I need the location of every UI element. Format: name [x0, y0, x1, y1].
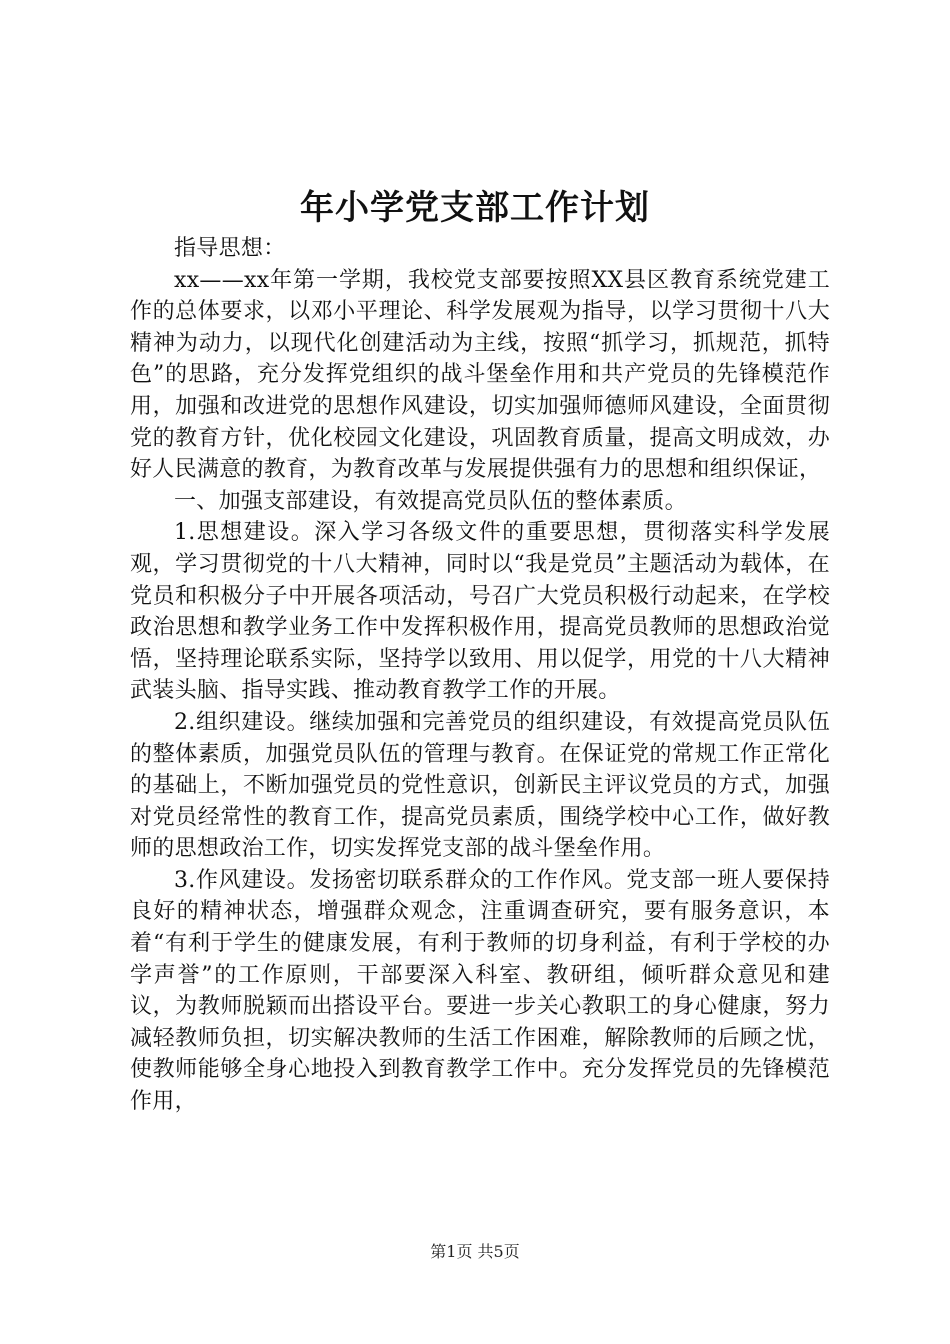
paragraph-ideological-building: 1.思想建设。深入学习各级文件的重要思想，贯彻落实科学发展观，学习贯彻党的十八大精神，同时以“我是党员”主题活动为载体，在党员和积极分子中开展各项活动，号召广大党员积极行动起来，在学校政治思想和教学业务工作中发挥积极作用，提高党员教师的思想政治觉悟，坚持理论联系实际，坚持学以致用、用以促学，用党的十八大精神武装头脑、指导实践、推动教育教学工作的开展。	[130, 520, 830, 704]
paragraph-guiding-thought: xx——xx年第一学期，我校党支部要按照XX县区教育系统党建工作的总体要求，以邓小平理论、科学发展观为指导，以学习贯彻十八大精神为动力，以现代化创建活动为主线，按照“抓学习，抓规范，抓特色”的思路，充分发挥党组织的战斗堡垒作用和共产党员的先锋模范作用，加强和改进党的思想作风建设，切实加强师德师风建设，全面贯彻党的教育方针，优化校园文化建设，巩固教育质量，提高文明成效，办好人民满意的教育，为教育改革与发展提供强有力的思想和组织保证，	[130, 267, 830, 483]
document-body	[130, 233, 830, 1118]
paragraph-section-one-heading: 一、加强支部建设，有效提高党员队伍的整体素质。	[174, 488, 687, 514]
page-number-footer: 第1页 共5页	[430, 1242, 520, 1261]
document-title: 年小学党支部工作计划	[300, 188, 650, 228]
paragraph-work-style-building: 3.作风建设。发扬密切联系群众的工作作风。党支部一班人要保持良好的精神状态，增强群众观念，注重调查研究，要有服务意识，本着“有利于学生的健康发展，有利于教师的切身利益，有利于学校的办学声誉”的工作原则，干部要深入科室、教研组，倾听群众意见和建议，为教师脱颖而出搭设平台。要进一步关心教职工的身心健康，努力减轻教师负担，切实解决教师的生活工作困难，解除教师的后顾之忧，使教师能够全身心地投入到教育教学工作中。充分发挥党员的先锋模范作用，	[130, 867, 830, 1115]
paragraph-guiding-thought-heading: 指导思想：	[174, 236, 286, 261]
paragraph-organizational-building: 2.组织建设。继续加强和完善党员的组织建设，有效提高党员队伍的整体素质，加强党员队伍的管理与教育。在保证党的常规工作正常化的基础上，不断加强党员的党性意识，创新民主评议党员的方式，加强对党员经常性的教育工作，提高党员素质，围绕学校中心工作，做好教师的思想政治工作，切实发挥党支部的战斗堡垒作用。	[130, 709, 830, 862]
